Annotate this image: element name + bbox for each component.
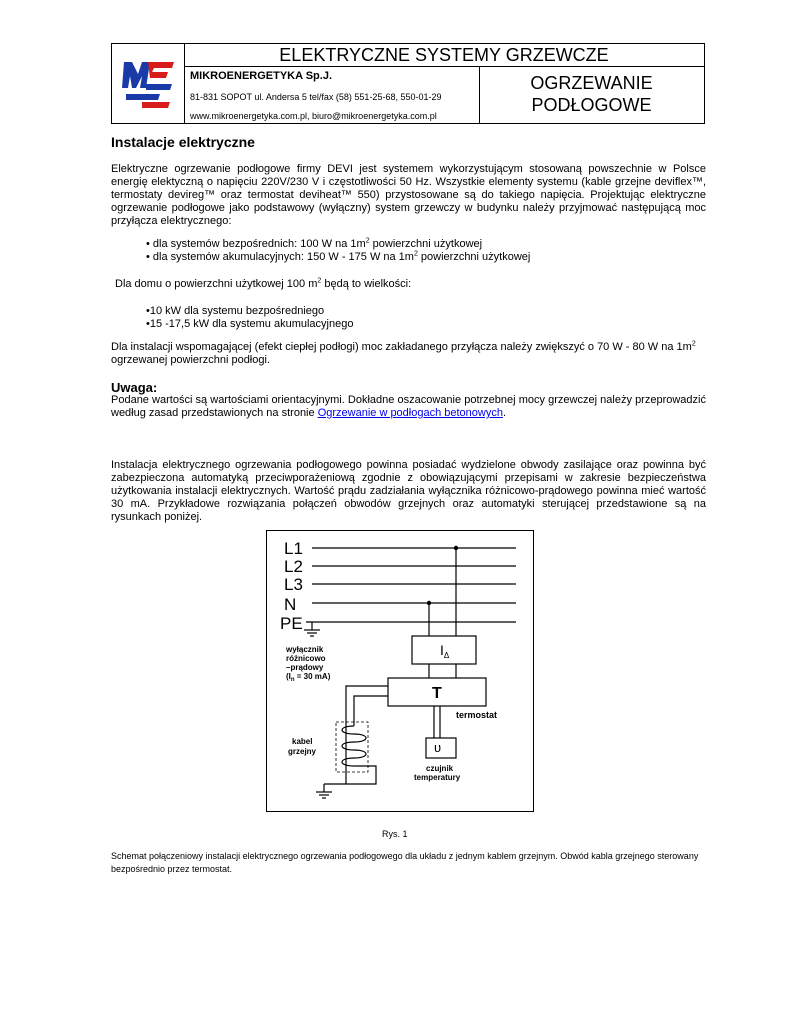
cable-label-2: grzejny	[288, 747, 317, 756]
sensor-label-2: temperatury	[414, 773, 461, 782]
document-header	[111, 43, 705, 124]
thermostat-label: termostat	[456, 710, 498, 720]
figure-label: Rys. 1	[382, 829, 408, 839]
bullet-10kw: •10 kW dla systemu bezpośredniego	[146, 305, 325, 317]
sensor-symbol: υ	[434, 740, 442, 755]
company-info	[184, 66, 480, 123]
section-title: Instalacje elektryczne	[111, 134, 255, 150]
sensor-label-1: czujnik	[426, 764, 454, 773]
note-title: Uwaga:	[111, 380, 158, 395]
rcd-label-3: –prądowy	[286, 663, 324, 672]
intro-paragraph: Elektryczne ogrzewanie podłogowe firmy DEVI jest systemem wykorzystującym stosowaną powszechnie w Polsce energię elektyczną o napięciu 220V/230 V i częstotliwości 50 Hz. Wszystkie elementy systemu (kable grzejne deviflex™, termostaty devireg™ oraz termostat deviheat™ 550) przystosowane są do takiego napięcia. Projektując elektryczne ogrzewanie podłogowe jako podstawowy (wyłączny) system grzewczy w budynku należy przyjmować następującą moc przyłącza elektrycznego:	[111, 163, 706, 227]
topic-line-2: PODŁOGOWE	[531, 95, 652, 115]
house-text: Dla domu o powierzchni użytkowej 100 $m^2$ będą to wielkości:	[115, 277, 412, 290]
wiring-diagram	[266, 530, 534, 812]
company-name: MIKROENERGETYKA Sp.J.	[190, 70, 332, 82]
rcd-label-2: różnicowo	[286, 654, 326, 663]
header-topic	[479, 66, 704, 123]
topic-line-1: OGRZEWANIE	[530, 73, 653, 93]
bullet-15kw: •15 -17,5 kW dla systemu akumulacyjnego	[146, 318, 354, 330]
bullet-direct: • dla systemów bezpośrednich: 100 W na $1m^2$ powierzchni użytkowej	[146, 237, 483, 250]
company-logo	[112, 44, 185, 123]
label-L1: L1	[284, 539, 303, 558]
label-L2: L2	[284, 557, 303, 576]
thermostat-symbol: T	[432, 685, 442, 702]
rcd-label-4: ($I_n = 30$ mA)	[286, 672, 331, 683]
company-web: www.mikroenergetyka.com.pl, biuro@mikroenergetyka.com.pl	[190, 111, 437, 121]
install-paragraph: Instalacja elektrycznego ogrzewania podłogowego powinna posiadać wydzielone obwody zasilające oraz powinna być zabezpieczona automatyką przeciwporażeniową zgodnie z obowiązującymi przepisami w zakresie bezpieczeństwa użytkowania instalacji elektrycznych. Wartość prądu zadziałania wyłącznika różnicowo-prądowego powinna mieć wartość 30 mA. Przykładowe rozwiązania połączeń obwodów grzejnych oraz automatyki sterującej przedstawione są na rysunkach poniżej.	[111, 459, 706, 523]
rcd-label-1: wyłącznik	[286, 645, 324, 654]
concrete-floor-link[interactable]: Ogrzewanie w podłogach betonowych	[317, 407, 503, 419]
label-L3: L3	[284, 575, 303, 594]
bullet-accumulative: • dla systemów akumulacyjnych: 150 W - 175 W na $1m^2$ powierzchni użytkowej	[146, 250, 531, 263]
rcd-symbol: $I_\Delta$	[440, 642, 450, 660]
figure-caption: Schemat połączeniowy instalacji elektrycznego ogrzewania podłogowego dla układu z jednym kablem grzejnym. Obwód kabla grzejnego sterowany bezpośrednio przez termostat.	[111, 851, 699, 874]
cable-label-1: kabel	[292, 737, 313, 746]
company-address: 81-831 SOPOT ul. Andersa 5 tel/fax (58) 551-25-68, 550-01-29	[190, 92, 442, 102]
label-PE: PE	[280, 614, 303, 633]
support-paragraph: Dla instalacji wspomagającej (efekt ciepłej podłogi) moc zakładanego przyłącza należy zwiększyć o 70 W - 80 W na $1m^2$ ogrzewanej powierzchni podłogi.	[111, 340, 696, 366]
label-N: N	[284, 595, 297, 614]
header-title: ELEKTRYCZNE SYSTEMY GRZEWCZE	[184, 44, 704, 67]
note-paragraph: Podane wartości są wartościami orientacyjnymi. Dokładne oszacowanie potrzebnej mocy grzewczej należy przeprowadzić według zasad przedstawionych na stronie Ogrzewanie w podłogach betonowych.	[111, 394, 706, 419]
